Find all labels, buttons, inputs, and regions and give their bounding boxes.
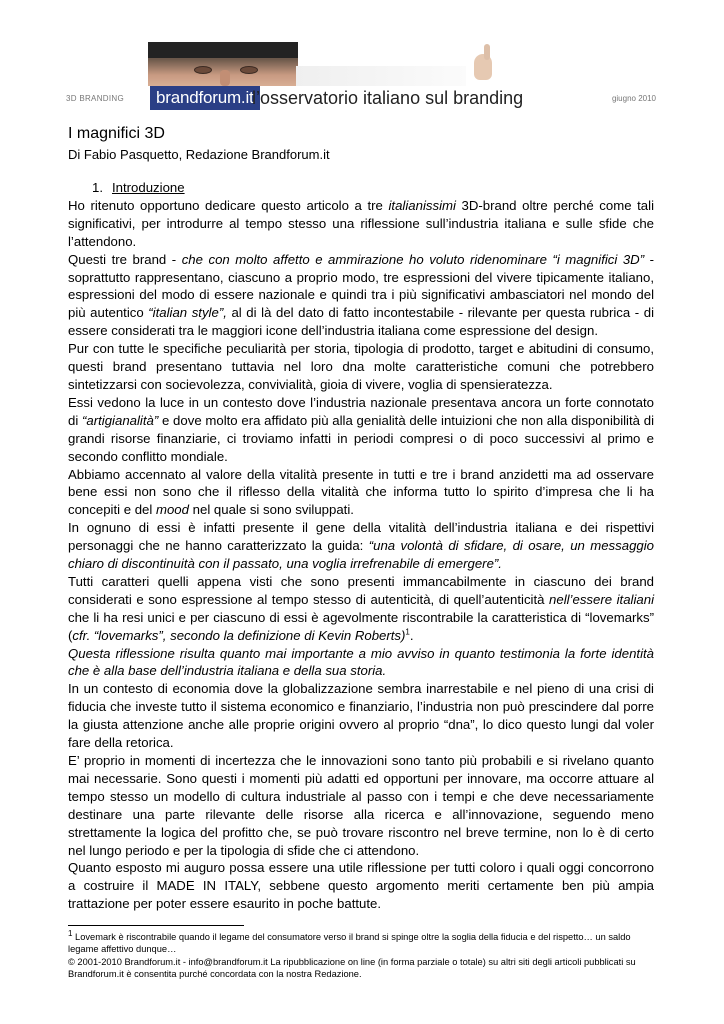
paragraph-3: Pur con tutte le specifiche peculiarità per storia, tipologia di prodotto, target e abitudini di consumo, questi brand presentano tuttavia nel loro dna molte caratteristiche comuni che potrebbero sintetizzarsi con socievolezza, convivialità, gioia di vivere, voglia di spensieratezza. (68, 341, 654, 392)
footnote-marker: 1 (68, 928, 73, 938)
brandforum-logo[interactable]: brandforum.it (150, 86, 260, 110)
article-body (68, 179, 654, 913)
page-header (0, 0, 724, 112)
footnote-ref[interactable]: 1 (405, 627, 410, 637)
header-photo-hand (462, 44, 502, 86)
footnote-text: Lovemark è riscontrabile quando il legame del consumatore verso il brand si spinge oltre la soglia della fiducia e del rispetto… un saldo legame affettivo dunque… (68, 932, 631, 954)
header-photo-face (148, 42, 298, 86)
paragraph-4: Essi vedono la luce in un contesto dove l’industria nazionale presentava ancora un forte connotato di “artigianalità” e dove molto era affidato più alla genialità delle intuizioni che non alla disponibilità di grandi risorse finanziarie, ci troviamo infatti in periodi compresi o di poco successivi al primo e secondo conflitto mondiale. (68, 394, 654, 464)
paragraph-5: Abbiamo accennato al valore della vitalità presente in tutti e tre i brand anzidetti ma ad osservare bene essi non sono che il riflesso della vitalità che informa tutto lo spirito d’impresa che li ha concepiti e del mood nel quale si sono sviluppati. (68, 466, 654, 518)
article-byline: Di Fabio Pasquetto, Redazione Brandforum.it (68, 147, 330, 162)
paragraph-10: E’ proprio in momenti di incertezza che le innovazioni sono tanto più probabili e si rivelano quanto mai necessarie. Sono questi i momenti più adatti ed opportuni per innovare, ma occorre attuare al tempo stesso un modello di cultura industriale al passo con i tempi e che deve necessariamente destinare una parte rilevante delle risorse alla ricerca e all’innovazione, seguendo meno strettamente la logica del profitto che, se può trovare riscontro nel breve termine, non lo è di certo nel lungo periodo e per la tipologia di sfide che ci attendono. (68, 753, 654, 858)
section-heading (68, 179, 654, 197)
header-tagline: l’osservatorio italiano sul branding (252, 88, 524, 108)
footnote (68, 928, 658, 955)
paragraph-2: Questi tre brand - che con molto affetto e ammirazione ho voluto ridenominare “i magnifici 3D” - soprattutto rappresentano, ciascuno a proprio modo, tre espressioni del vivere tipicamente italiano, espressioni del modo di essere nazionale e quindi tra i più significativi ambasciatori nel mondo del più autentico “italian style”, al di là del dato di fatto incontestabile - rilevante per questa rubrica - di essere considerati tra le maggiori icone dell’industria italiana come espressione del design. (68, 251, 655, 339)
paragraph-7: Tutti caratteri quelli appena visti che sono presenti immancabilmente in ciascuno dei brand considerati e sono espressione al tempo stesso di autenticità, di quell’autenticità nell’essere italiani che li ha resi unici e per ciascuno di essi è agevolmente riscontrabile la caratteristica di “lovemarks” (cfr. “lovemarks”, secondo la definizione di Kevin Roberts)$^1$. (68, 573, 654, 643)
section-label: 3D BRANDING (66, 94, 124, 103)
issue-date: giugno 2010 (611, 94, 656, 103)
section-title: Introduzione (112, 180, 185, 195)
section-number: 1. (92, 180, 103, 195)
paragraph-11: Quanto esposto mi auguro possa essere una utile riflessione per tutti coloro i quali oggi concorrono a costruire il MADE IN ITALY, sebbene questo argomento meriti certamente ben più ampia trattazione per poter essere esaurito in poche battute. (68, 860, 654, 912)
paragraph-9: In un contesto di economia dove la globalizzazione sembra inarrestabile e nel pieno di una crisi di fiducia che investe tutto il sistema economico e finanziario, l’industria non può prescindere dal porre la giusta attenzione anche alle proprie origini ovvero al proprio “dna”, lo dico questo lungi dal voler fare della retorica. (68, 681, 654, 751)
footnote-divider (68, 925, 244, 926)
article-title: I magnifici 3D (68, 125, 165, 142)
paragraph-6: In ognuno di essi è infatti presente il gene della vitalità dell’industria italiana e dei rispettivi personaggi che ne hanno caratterizzato la guida: “una volontà di sfidare, di osare, un messaggio chiaro di discontinuità con il passato, una voglia irrefrenabile di emergere”. (68, 520, 655, 572)
paragraph-1: Ho ritenuto opportuno dedicare questo articolo a tre italianissimi 3D-brand oltre perché come tali significativi, per introdurre al tempo stesso una riflessione sull’industria italiana e sulle sfide che l’attendono. (68, 197, 655, 249)
brand-strip (66, 86, 658, 110)
copyright-notice: © 2001-2010 Brandforum.it - info@brandforum.it La ripubblicazione on line (in forma parziale o totale) su altri siti degli articoli pubblicati su Brandforum.it è consentita purché concordata con la nostra Redazione. (68, 957, 636, 979)
paragraph-8: Questa riflessione risulta quanto mai importante a mio avviso in quanto testimonia la forte identità che è alla base dell’industria italiana e della sua storia. (68, 645, 654, 679)
header-photo-background (296, 66, 466, 86)
